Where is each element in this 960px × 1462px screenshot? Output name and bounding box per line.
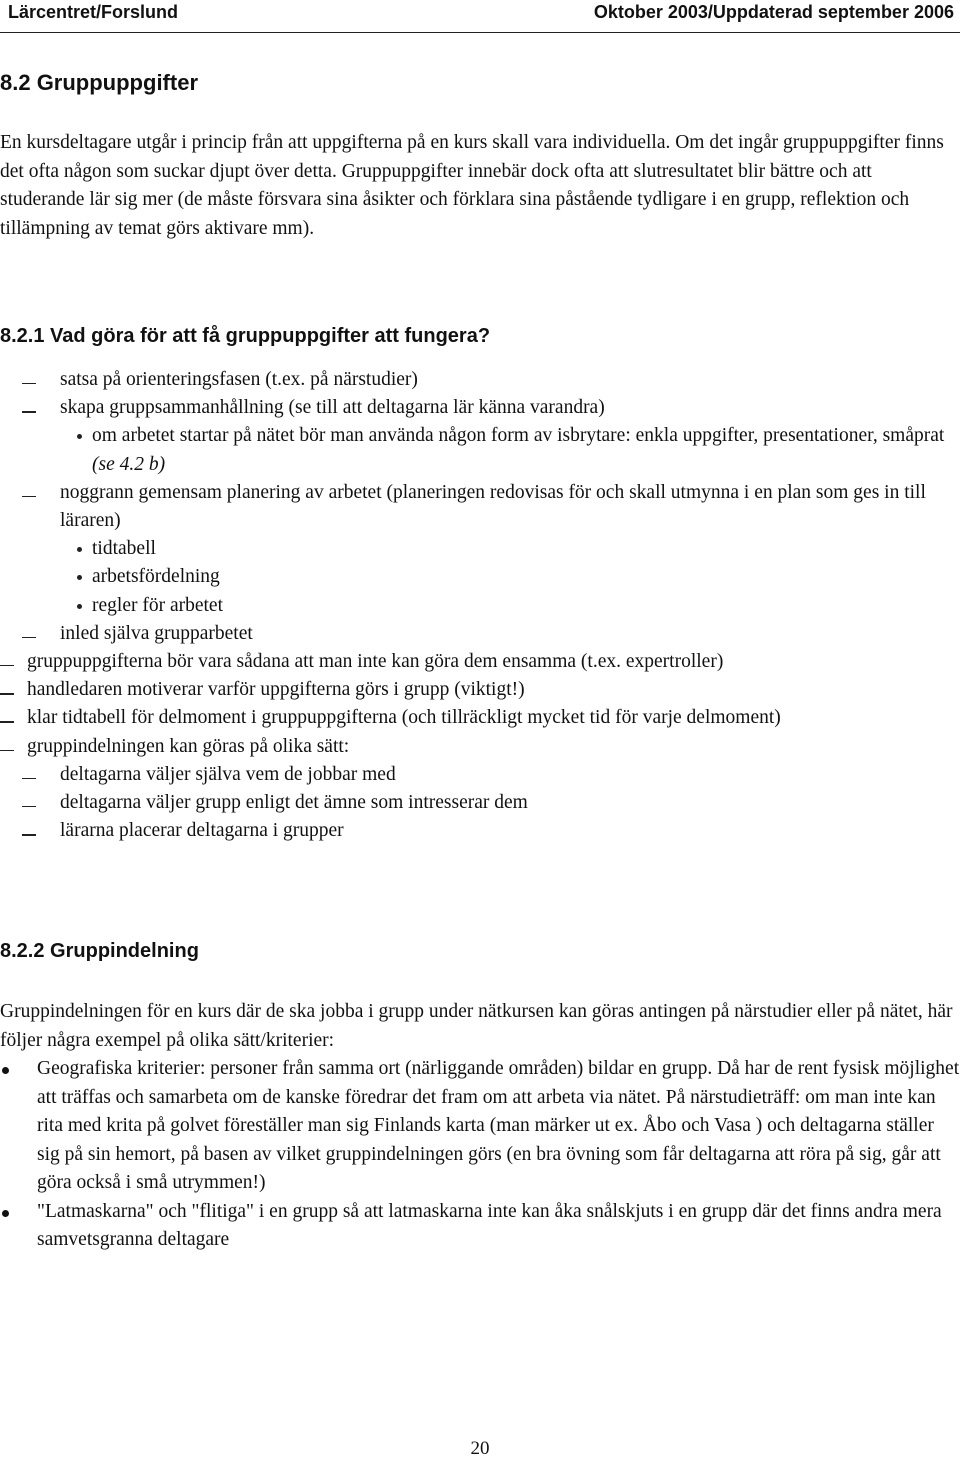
list-item: gruppindelningen kan göras på olika sätt: — [0, 733, 960, 761]
dash-icon — [0, 721, 14, 722]
dash-icon — [22, 496, 36, 497]
dash-icon — [22, 383, 36, 384]
grouping-criteria-list — [0, 1055, 960, 1255]
page-header — [0, 0, 960, 33]
list-item: "Latmaskarna" och "flitiga" i en grupp så att latmaskarna inte kan åka snålskjuts i en grupp där det finns andra mera samvetsgranna deltagare — [0, 1198, 960, 1255]
page-number: 20 — [470, 1438, 490, 1459]
bullet-icon — [2, 1067, 9, 1074]
list-item: handledaren motiverar varför uppgifterna görs i grupp (viktigt!) — [0, 676, 960, 704]
dash-icon — [22, 806, 36, 807]
subsection-title-8-2-1: 8.2.1 Vad göra för att få gruppuppgifter att fungera? — [0, 325, 491, 347]
dash-icon — [0, 750, 14, 751]
list-item: skapa gruppsammanhållning (se till att deltagarna lär känna varandra) — [0, 394, 960, 422]
bullet-icon — [77, 547, 82, 552]
bullet-icon — [77, 575, 82, 580]
dash-icon — [22, 778, 36, 779]
list-item: tidtabell — [0, 535, 960, 563]
header-left-text: Lärcentret/Forslund — [8, 2, 179, 22]
bullet-icon — [2, 1210, 9, 1217]
header-right-text: Oktober 2003/Uppdaterad september 2006 — [593, 2, 954, 22]
section-title: 8.2 Gruppuppgifter — [0, 70, 198, 95]
section-intro-paragraph: En kursdeltagare utgår i princip från att uppgifterna på en kurs skall vara individuella. Om det ingår gruppuppgifter finns det ofta någon som suckar djupt över detta. Gruppuppgifter innebär dock ofta att slutresultatet blir bättre och att studerande lär sig mer (de måste försvara sina åsikter och förklara sina påstående tydligare i en grupp, reflektion och tillämpning av temat görs aktivare mm). — [0, 132, 944, 239]
dash-icon — [22, 637, 36, 638]
list-item: noggrann gemensam planering av arbetet (planeringen redovisas för och skall utmynna i en plan som ges in till läraren) — [0, 479, 960, 535]
list-item: gruppuppgifterna bör vara sådana att man inte kan göra dem ensamma (t.ex. expertroller) — [0, 648, 960, 676]
list-item: inled själva grupparbetet — [0, 620, 960, 648]
tips-list — [0, 366, 960, 845]
dash-icon — [0, 693, 14, 694]
dash-icon — [22, 411, 36, 412]
grouping-intro-paragraph: Gruppindelningen för en kurs där de ska jobba i grupp under nätkursen kan göras antingen på närstudier eller på nätet, här följer några exempel på olika sätt/kriterier: — [0, 1001, 953, 1051]
list-item: deltagarna väljer grupp enligt det ämne som intresserar dem — [0, 789, 960, 817]
list-item: lärarna placerar deltagarna i grupper — [0, 817, 960, 845]
list-item: regler för arbetet — [0, 592, 960, 620]
list-item: om arbetet startar på nätet bör man använda någon form av isbrytare: enkla uppgifter, presentationer, småprat (se 4.2 b) — [0, 422, 960, 478]
list-item: deltagarna väljer själva vem de jobbar med — [0, 761, 960, 789]
bullet-icon — [77, 604, 82, 609]
list-item: satsa på orienteringsfasen (t.ex. på närstudier) — [0, 366, 960, 394]
list-item: arbetsfördelning — [0, 563, 960, 591]
subsection-title-8-2-2: 8.2.2 Gruppindelning — [0, 940, 199, 962]
dash-icon — [0, 665, 14, 666]
bullet-icon — [77, 434, 82, 439]
list-item: Geografiska kriterier: personer från samma ort (närliggande områden) bildar en grupp. Då har de rent fysisk möjlighet att träffas och samarbeta om de kanske föredrar det fram om att arbeta via nätet. På närstudieträff: om man inte kan rita med krita på golvet föreställer man sig Finlands karta (man märker ut ex. Åbo och Vasa ) och deltagarna ställer sig på sin hemort, på basen av vilket gruppindelningen görs (en bra övning som får deltagarna att röra på sig, går att göra också i små utrymmen!) — [0, 1055, 960, 1198]
list-item: klar tidtabell för delmoment i gruppuppgifterna (och tillräckligt mycket tid för varje delmoment) — [0, 704, 960, 732]
dash-icon — [22, 834, 36, 835]
